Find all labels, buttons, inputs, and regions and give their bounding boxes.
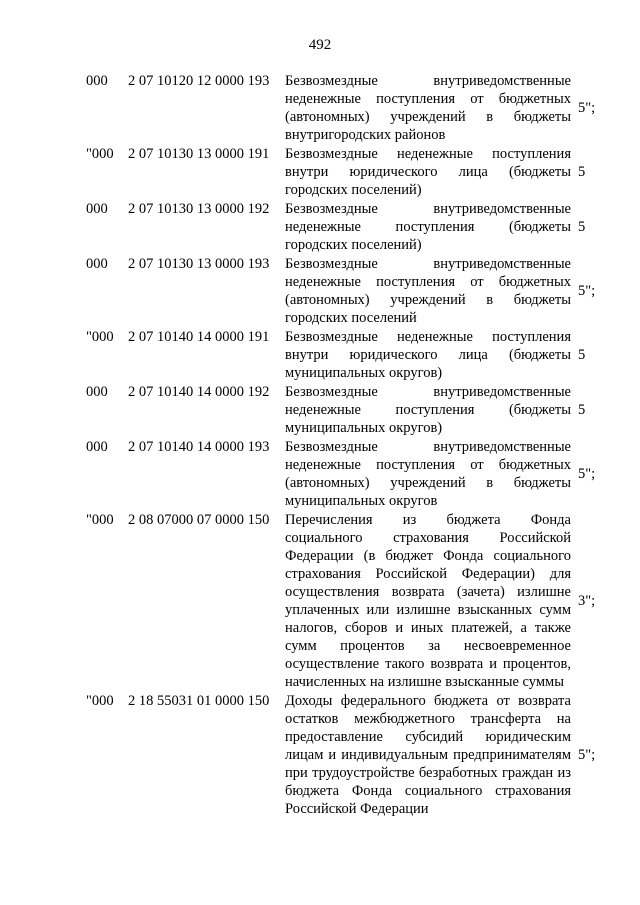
budget-code: 2 07 10140 14 0000 191 (128, 329, 270, 345)
row-prefix: 000 (86, 439, 108, 455)
income-description: Безвозмездные внутриведомственные неденежные поступления от бюджетных (автономных) учреждений в бюджеты городских поселений (285, 256, 571, 326)
budget-code: 2 07 10130 13 0000 191 (128, 146, 270, 162)
table-row (0, 255, 640, 327)
budget-code: 2 18 55031 01 0000 150 (128, 693, 270, 709)
budget-code-table (0, 72, 640, 819)
table-row (0, 328, 640, 382)
budget-code: 2 07 10140 14 0000 192 (128, 384, 270, 400)
row-prefix: 000 (86, 384, 108, 400)
budget-code: 2 07 10120 12 0000 193 (128, 73, 270, 89)
income-description: Безвозмездные внутриведомственные неденежные поступления от бюджетных (автономных) учреждений в бюджеты внутригородских районов (285, 73, 571, 143)
table-row (0, 200, 640, 254)
income-description: Безвозмездные неденежные поступления внутри юридического лица (бюджеты городских поселений) (285, 146, 571, 198)
row-prefix: "000 (86, 329, 114, 345)
budget-code: 2 07 10130 13 0000 193 (128, 256, 270, 272)
row-value: 5"; (578, 466, 596, 482)
row-value: 3"; (578, 593, 596, 609)
table-row (0, 692, 640, 818)
row-value: 5 (578, 347, 586, 363)
row-value: 5"; (578, 283, 596, 299)
row-prefix: "000 (86, 146, 114, 162)
budget-code: 2 07 10130 13 0000 192 (128, 201, 270, 217)
row-value: 5"; (578, 747, 596, 763)
table-row (0, 511, 640, 691)
table-row (0, 72, 640, 144)
row-prefix: 000 (86, 201, 108, 217)
income-description: Безвозмездные неденежные поступления внутри юридического лица (бюджеты муниципальных округов) (285, 329, 571, 381)
income-description: Безвозмездные внутриведомственные неденежные поступления от бюджетных (автономных) учреждений в бюджеты муниципальных округов (285, 439, 571, 509)
row-prefix: "000 (86, 512, 114, 528)
income-description: Доходы федерального бюджета от возврата остатков межбюджетного трансферта на предоставление субсидий юридическим лицам и индивидуальным предпринимателям при трудоустройстве безработных граждан из бюджета Фонда социального страхования Российской Федерации (285, 693, 571, 817)
row-prefix: 000 (86, 73, 108, 89)
table-row (0, 383, 640, 437)
page-number: 492 (308, 37, 332, 53)
income-description: Безвозмездные внутриведомственные неденежные поступления (бюджеты муниципальных округов) (285, 384, 571, 436)
table-row (0, 145, 640, 199)
row-prefix: 000 (86, 256, 108, 272)
row-prefix: "000 (86, 693, 114, 709)
row-value: 5 (578, 164, 586, 180)
budget-code: 2 08 07000 07 0000 150 (128, 512, 270, 528)
row-value: 5 (578, 402, 586, 418)
budget-code: 2 07 10140 14 0000 193 (128, 439, 270, 455)
table-row (0, 438, 640, 510)
row-value: 5"; (578, 100, 596, 116)
row-value: 5 (578, 219, 586, 235)
income-description: Перечисления из бюджета Фонда социального страхования Российской Федерации (в бюджет Фонда социального страхования Российской Федерации) для осуществления возврата (зачета) излишне уплаченных или излишне взысканных сумм налогов, сборов и иных платежей, а также сумм процентов за несвоевременное осуществление такого возврата и процентов, начисленных на излишне взысканные суммы (285, 512, 571, 690)
income-description: Безвозмездные внутриведомственные неденежные поступления (бюджеты городских поселений) (285, 201, 571, 253)
